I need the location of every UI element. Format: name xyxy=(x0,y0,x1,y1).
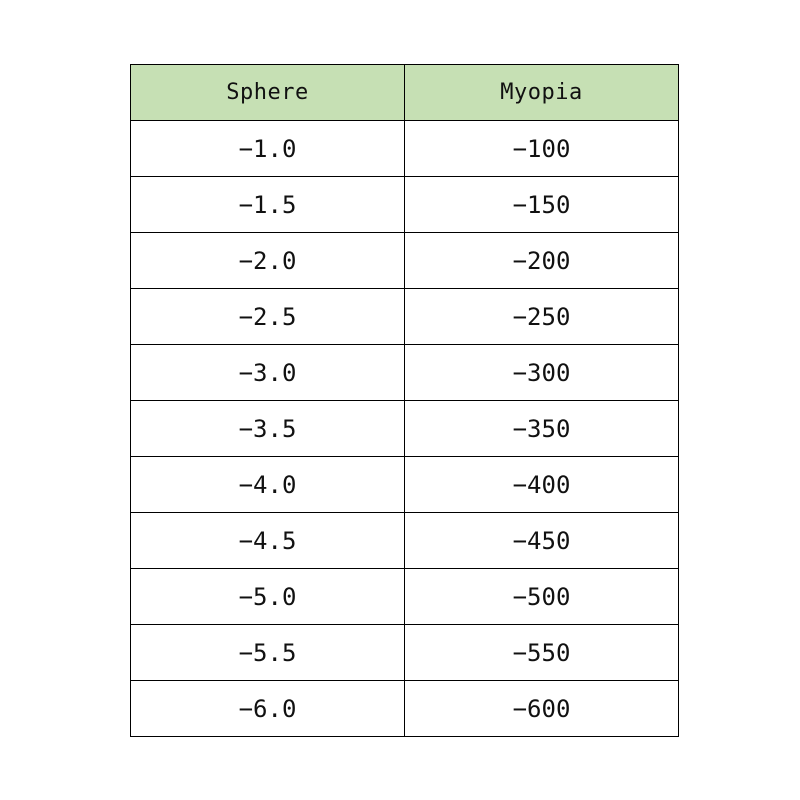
cell-myopia: −100 xyxy=(405,121,679,177)
cell-sphere: −3.5 xyxy=(131,401,405,457)
cell-myopia: −400 xyxy=(405,457,679,513)
table-row xyxy=(131,233,679,289)
table-row xyxy=(131,625,679,681)
cell-myopia: −600 xyxy=(405,681,679,737)
cell-sphere: −5.5 xyxy=(131,625,405,681)
cell-sphere: −5.0 xyxy=(131,569,405,625)
table-row xyxy=(131,513,679,569)
cell-myopia: −350 xyxy=(405,401,679,457)
header-row xyxy=(131,65,679,121)
header-sphere: Sphere xyxy=(131,65,405,121)
table-row xyxy=(131,121,679,177)
cell-sphere: −1.5 xyxy=(131,177,405,233)
table-header xyxy=(131,65,679,121)
cell-myopia: −550 xyxy=(405,625,679,681)
table-row xyxy=(131,569,679,625)
sphere-myopia-table-container xyxy=(130,64,678,737)
table-row xyxy=(131,177,679,233)
cell-sphere: −2.0 xyxy=(131,233,405,289)
cell-sphere: −1.0 xyxy=(131,121,405,177)
sphere-myopia-table xyxy=(130,64,679,737)
cell-myopia: −500 xyxy=(405,569,679,625)
cell-sphere: −3.0 xyxy=(131,345,405,401)
table-row xyxy=(131,345,679,401)
table-row xyxy=(131,457,679,513)
table-body xyxy=(131,121,679,737)
cell-myopia: −150 xyxy=(405,177,679,233)
cell-sphere: −4.5 xyxy=(131,513,405,569)
header-myopia: Myopia xyxy=(405,65,679,121)
table-row xyxy=(131,681,679,737)
cell-sphere: −2.5 xyxy=(131,289,405,345)
cell-myopia: −200 xyxy=(405,233,679,289)
cell-myopia: −250 xyxy=(405,289,679,345)
cell-sphere: −6.0 xyxy=(131,681,405,737)
cell-myopia: −450 xyxy=(405,513,679,569)
table-row xyxy=(131,401,679,457)
table-row xyxy=(131,289,679,345)
cell-myopia: −300 xyxy=(405,345,679,401)
cell-sphere: −4.0 xyxy=(131,457,405,513)
